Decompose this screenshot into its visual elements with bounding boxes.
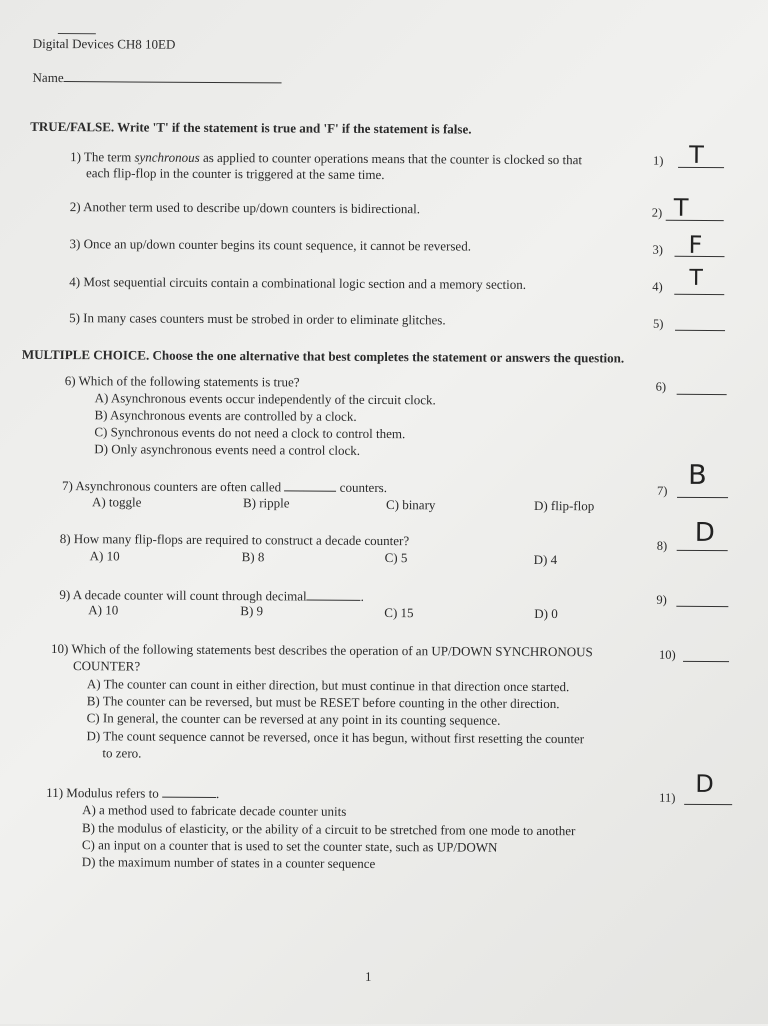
- name-blank[interactable]: [64, 69, 282, 83]
- mc-q9-option-c: C) 15: [384, 605, 414, 621]
- tf-q2-text: 2) Another term used to describe up/down counters is bidirectional.: [69, 199, 421, 217]
- document-title: Digital Devices CH8 10ED: [32, 35, 176, 52]
- mc-q6-answer-line[interactable]: [677, 378, 727, 395]
- mc-q6-label: 6): [655, 379, 667, 394]
- mc-q10-option-d: D) The count sequence cannot be reversed, once it has begun, without first resetting the counter: [86, 728, 585, 747]
- mc-q11-label: 11): [659, 790, 676, 805]
- mc-q11-stem-post: .: [215, 786, 220, 802]
- mc-q10-option-b: B) The counter can be reversed, but must be RESET before counting in the other direction.: [86, 693, 560, 712]
- tf-q1-label: 1): [653, 153, 664, 168]
- mc-q10-option-d-cont: to zero.: [102, 745, 142, 761]
- mc-q10-option-a: A) The counter can count in either direction, but must continue in that direction once started.: [86, 676, 570, 695]
- tf-q3-answer: F: [688, 230, 703, 259]
- tf-q1-italic: synchronous: [134, 149, 200, 165]
- mc-q8-answer: D: [694, 517, 715, 549]
- mc-q10-stem-line1: 10) Which of the following statements best describes the operation of an UP/DOWN SYNCHRONOUS: [51, 640, 593, 660]
- mc-q10-option-c: C) In general, the counter can be reversed at any point in its counting sequence.: [86, 710, 501, 728]
- mc-q7-option-c: C) binary: [385, 497, 436, 513]
- mc-q11-option-c: C) an input on a counter that is used to set the counter state, such as UP/DOWN: [81, 837, 498, 855]
- tf-q5-text: 5) In many cases counters must be strobed in order to eliminate glitches.: [69, 310, 446, 328]
- mc-q7-option-d: D) flip-flop: [533, 497, 595, 514]
- mc-q11-blank: [162, 785, 216, 798]
- mc-q10-label: 10): [659, 647, 676, 662]
- mc-q8-option-b: B) 8: [241, 549, 265, 565]
- page-number: 1: [365, 968, 372, 984]
- mc-q8-stem: 8) How many flip-flops are required to construct a decade counter?: [59, 531, 410, 549]
- mc-q7-stem-post: counters.: [339, 479, 388, 496]
- tf-q4-label: 4): [652, 279, 663, 294]
- mc-q11-option-d: D) the maximum number of states in a counter sequence: [81, 854, 376, 871]
- tf-q1-answer: T: [689, 140, 704, 169]
- mc-q11-option-b: B) the modulus of elasticity, or the ability of a circuit to be stretched from one mode to another: [81, 820, 576, 839]
- mc-q7-answer: B: [688, 459, 707, 491]
- tf-q5-label: 5): [653, 316, 664, 331]
- mc-q8-option-d: D) 4: [533, 551, 558, 568]
- tf-q1-text-a: 1) The term: [70, 149, 135, 165]
- tf-heading: TRUE/FALSE. Write 'T' if the statement is true and 'F' if the statement is false.: [30, 118, 472, 137]
- mc-q6-option-b: B) Asynchronous events are controlled by a clock.: [94, 407, 357, 424]
- mc-q9-option-a: A) 10: [88, 602, 119, 618]
- mc-q6-option-c: C) Synchronous events do not need a clock to control them.: [94, 424, 406, 442]
- mc-q8-option-a: A) 10: [89, 548, 120, 564]
- mc-q7-stem-pre: 7) Asynchronous counters are often called: [62, 478, 282, 495]
- mc-q9-option-d: D) 0: [534, 605, 558, 622]
- mc-q11-stem: [46, 784, 219, 802]
- tf-q4-text: 4) Most sequential circuits contain a combinational logic section and a memory section.: [69, 274, 527, 292]
- mc-q9-option-b: B) 9: [240, 603, 264, 619]
- mc-q6-option-d: D) Only asynchronous events need a control clock.: [94, 441, 361, 458]
- mc-q9-label: 9): [656, 592, 667, 607]
- tf-q3-label: 3): [652, 242, 663, 257]
- name-field: [33, 69, 282, 88]
- tf-q2-answer: T: [673, 193, 689, 222]
- tf-q3-text: 3) Once an up/down counter begins its count sequence, it cannot be reversed.: [69, 236, 472, 254]
- mc-q7-blank: [284, 478, 336, 491]
- name-label: Name: [32, 69, 64, 86]
- mc-q9-stem-post: .: [360, 588, 365, 604]
- mc-heading: MULTIPLE CHOICE. Choose the one alternative that best completes the statement or answers the question.: [21, 346, 625, 366]
- mc-q10-stem-line2: COUNTER?: [72, 658, 141, 674]
- mc-q9-blank: [307, 588, 361, 601]
- mc-q8-label: 8): [656, 538, 668, 553]
- mc-q9-answer-line[interactable]: [676, 590, 728, 607]
- mc-q6-stem: 6) Which of the following statements is true?: [64, 373, 300, 390]
- title-overline: [58, 33, 96, 34]
- mc-q11-stem-pre: 11) Modulus refers to: [46, 784, 159, 801]
- mc-q10-answer-line[interactable]: [683, 645, 729, 662]
- mc-q9-stem-pre: 9) A decade counter will count through decimal: [59, 587, 307, 604]
- tf-q1-text-b: as applied to counter operations means that the counter is clocked so that: [199, 149, 583, 168]
- tf-q5-answer-line[interactable]: [675, 314, 725, 331]
- tf-q2-label: 2): [651, 205, 663, 220]
- mc-q7-label: 7): [657, 483, 668, 498]
- tf-q4-answer: T: [689, 265, 703, 291]
- mc-q7-stem: [62, 477, 387, 496]
- mc-q7-option-b: B) ripple: [242, 495, 290, 511]
- mc-q8-option-c: C) 5: [384, 550, 408, 566]
- mc-q7-option-a: A) toggle: [91, 494, 142, 510]
- tf-q1-line2: each flip-flop in the counter is triggered at the same time.: [85, 165, 385, 183]
- mc-q11-answer: D: [695, 769, 714, 799]
- mc-q6-option-a: A) Asynchronous events occur independently of the circuit clock.: [94, 390, 436, 408]
- mc-q11-option-a: A) a method used to fabricate decade counter units: [82, 802, 347, 819]
